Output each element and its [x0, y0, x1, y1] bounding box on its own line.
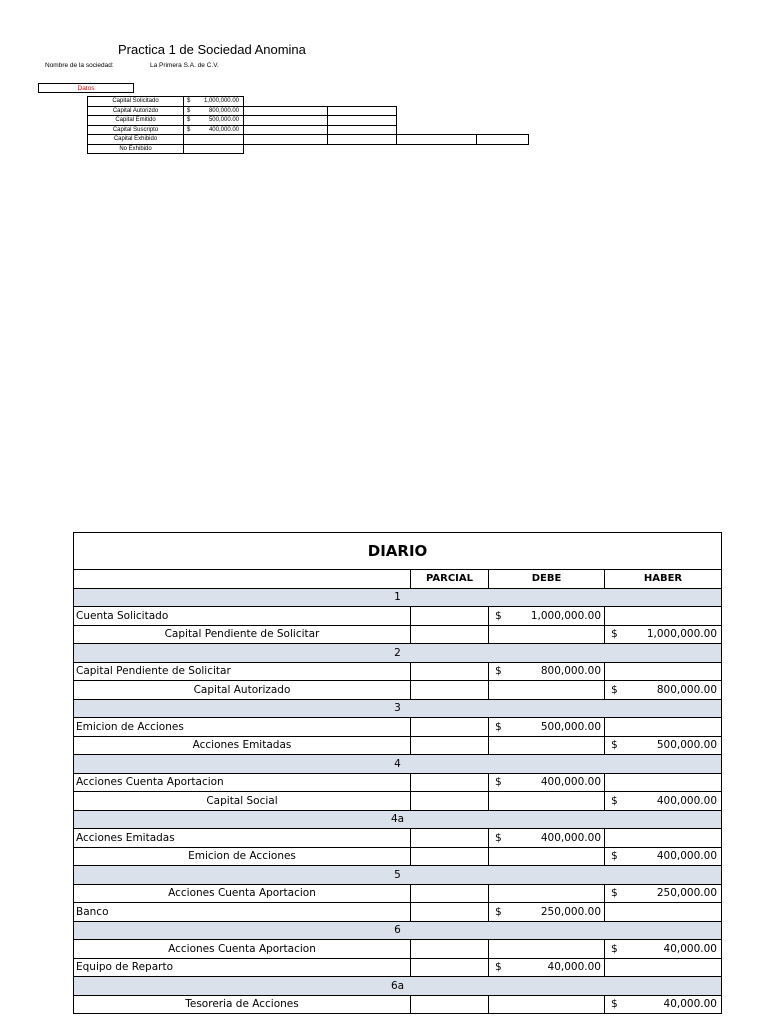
account-name: Acciones Cuenta Aportacion: [74, 940, 411, 959]
currency-symbol: $: [495, 905, 502, 918]
haber-cell: [605, 940, 722, 959]
parcial-cell: [411, 829, 489, 848]
currency-symbol: $: [611, 683, 618, 696]
account-name: Acciones Emitadas: [74, 736, 411, 755]
account-name: Capital Pendiente de Solicitar: [74, 662, 411, 681]
debe-cell: [489, 718, 605, 737]
diario-title: DIARIO: [74, 533, 722, 570]
journal-line: [74, 718, 722, 737]
haber-cell: [605, 792, 722, 811]
entry-number: 1: [74, 588, 722, 607]
account-name: Acciones Cuenta Aportacion: [74, 884, 411, 903]
haber-cell: [605, 681, 722, 700]
haber-cell: [605, 958, 722, 977]
amount-value: 1,000,000.00: [203, 98, 239, 105]
datos-amount: [184, 125, 244, 135]
parcial-cell: [411, 958, 489, 977]
currency-symbol: $: [611, 942, 618, 955]
datos-label: Capital Autorizdo: [88, 106, 184, 116]
account-name: Capital Pendiente de Solicitar: [74, 625, 411, 644]
datos-row: [88, 135, 529, 145]
journal-line: [74, 681, 722, 700]
journal-line: [74, 940, 722, 959]
journal-line: [74, 736, 722, 755]
datos-label: No Exhibido: [88, 144, 184, 154]
parcial-cell: [411, 662, 489, 681]
account-name: Banco: [74, 903, 411, 922]
haber-cell: [605, 607, 722, 626]
entry-number-row: [74, 977, 722, 996]
journal-line: [74, 829, 722, 848]
haber-cell: [605, 662, 722, 681]
parcial-cell: [411, 607, 489, 626]
debe-cell: [489, 681, 605, 700]
empty-cell: [397, 135, 477, 145]
datos-header: Datos: [38, 83, 134, 93]
datos-row: [88, 125, 529, 135]
empty-cell: [477, 135, 529, 145]
entry-number: 3: [74, 699, 722, 718]
datos-row: [88, 116, 529, 126]
entry-number: 2: [74, 644, 722, 663]
debe-cell: [489, 736, 605, 755]
datos-label: Capital Exhibido: [88, 135, 184, 145]
account-name: Equipo de Reparto: [74, 958, 411, 977]
company-name-value: La Primera S.A. de C.V.: [150, 62, 219, 69]
datos-amount: [184, 106, 244, 116]
datos-table: [87, 96, 529, 154]
journal-line: [74, 607, 722, 626]
amount-value: 1,000,000.00: [646, 628, 717, 641]
amount-value: 500,000.00: [540, 720, 601, 733]
account-name: Acciones Cuenta Aportacion: [74, 773, 411, 792]
sheet-title: Practica 1 de Sociedad Anomina: [118, 42, 306, 57]
entry-number: 5: [74, 866, 722, 885]
datos-row: [88, 97, 529, 107]
amount-value: 500,000.00: [656, 739, 717, 752]
datos-amount: [184, 97, 244, 107]
debe-cell: [489, 884, 605, 903]
empty-cell: [328, 125, 397, 135]
account-name: Cuenta Solicitado: [74, 607, 411, 626]
parcial-cell: [411, 736, 489, 755]
haber-cell: [605, 625, 722, 644]
journal-line: [74, 903, 722, 922]
amount-value: 500,000.00: [208, 117, 239, 124]
amount-value: 800,000.00: [540, 665, 601, 678]
currency-symbol: $: [611, 887, 618, 900]
company-name-label: Nombre de la sociedad:: [45, 62, 114, 69]
debe-cell: [489, 607, 605, 626]
amount-value: 800,000.00: [656, 683, 717, 696]
haber-cell: [605, 995, 722, 1014]
debe-cell: [489, 903, 605, 922]
empty-cell: [328, 135, 397, 145]
journal-line: [74, 625, 722, 644]
haber-cell: [605, 903, 722, 922]
datos-label: Capital Solicitado: [88, 97, 184, 107]
debe-cell: [489, 829, 605, 848]
currency-symbol: $: [495, 776, 502, 789]
column-header-debe: DEBE: [489, 570, 605, 589]
parcial-cell: [411, 884, 489, 903]
amount-value: 400,000.00: [656, 850, 717, 863]
entry-number-row: [74, 588, 722, 607]
parcial-cell: [411, 773, 489, 792]
currency-symbol: $: [187, 117, 191, 124]
journal-line: [74, 792, 722, 811]
account-name: Capital Autorizado: [74, 681, 411, 700]
parcial-cell: [411, 718, 489, 737]
parcial-cell: [411, 792, 489, 811]
datos-amount: [184, 116, 244, 126]
amount-value: 400,000.00: [540, 831, 601, 844]
currency-symbol: $: [187, 126, 191, 133]
parcial-cell: [411, 625, 489, 644]
haber-cell: [605, 829, 722, 848]
amount-value: 250,000.00: [540, 905, 601, 918]
account-name: Acciones Emitadas: [74, 829, 411, 848]
account-name: Tesoreria de Acciones: [74, 995, 411, 1014]
amount-value: 400,000.00: [540, 776, 601, 789]
empty-cell: [244, 116, 328, 126]
amount-value: 40,000.00: [663, 942, 717, 955]
datos-amount: [184, 135, 244, 145]
journal-line: [74, 847, 722, 866]
debe-cell: [489, 995, 605, 1014]
currency-symbol: $: [611, 794, 618, 807]
amount-value: 40,000.00: [547, 961, 601, 974]
account-name: Emicion de Acciones: [74, 718, 411, 737]
parcial-cell: [411, 940, 489, 959]
column-header-haber: HABER: [605, 570, 722, 589]
journal-line: [74, 958, 722, 977]
debe-cell: [489, 792, 605, 811]
amount-value: 250,000.00: [656, 887, 717, 900]
currency-symbol: $: [495, 665, 502, 678]
entry-number: 4a: [74, 810, 722, 829]
journal-line: [74, 995, 722, 1014]
entry-number: 4: [74, 755, 722, 774]
debe-cell: [489, 847, 605, 866]
debe-cell: [489, 662, 605, 681]
datos-amount: [184, 144, 244, 154]
haber-cell: [605, 847, 722, 866]
journal-line: [74, 662, 722, 681]
entry-number-row: [74, 921, 722, 940]
haber-cell: [605, 884, 722, 903]
currency-symbol: $: [611, 739, 618, 752]
entry-number-row: [74, 755, 722, 774]
debe-cell: [489, 940, 605, 959]
haber-cell: [605, 773, 722, 792]
entry-number-row: [74, 810, 722, 829]
currency-symbol: $: [495, 720, 502, 733]
currency-symbol: $: [611, 850, 618, 863]
amount-value: 40,000.00: [663, 998, 717, 1011]
parcial-cell: [411, 903, 489, 922]
amount-value: 400,000.00: [208, 126, 239, 133]
haber-cell: [605, 736, 722, 755]
datos-row: [88, 144, 529, 154]
empty-cell: [244, 106, 328, 116]
currency-symbol: $: [611, 998, 618, 1011]
parcial-cell: [411, 995, 489, 1014]
amount-value: 1,000,000.00: [530, 609, 601, 622]
entry-number: 6a: [74, 977, 722, 996]
journal-line: [74, 773, 722, 792]
datos-row: [88, 106, 529, 116]
datos-label: Capital Suscripto: [88, 125, 184, 135]
amount-value: 400,000.00: [656, 794, 717, 807]
parcial-cell: [411, 847, 489, 866]
account-name: Emicion de Acciones: [74, 847, 411, 866]
parcial-cell: [411, 681, 489, 700]
entry-number: 6: [74, 921, 722, 940]
datos-label: Capital Emitido: [88, 116, 184, 126]
currency-symbol: $: [495, 831, 502, 844]
debe-cell: [489, 625, 605, 644]
entry-number-row: [74, 866, 722, 885]
column-header-concept: [74, 570, 411, 589]
currency-symbol: $: [187, 98, 191, 105]
currency-symbol: $: [611, 628, 618, 641]
account-name: Capital Social: [74, 792, 411, 811]
amount-value: 800,000.00: [208, 107, 239, 114]
entry-number-row: [74, 644, 722, 663]
haber-cell: [605, 718, 722, 737]
currency-symbol: $: [495, 609, 502, 622]
column-header-parcial: PARCIAL: [411, 570, 489, 589]
journal-line: [74, 884, 722, 903]
currency-symbol: $: [187, 107, 191, 114]
debe-cell: [489, 958, 605, 977]
currency-symbol: $: [495, 961, 502, 974]
empty-cell: [328, 106, 397, 116]
diario-table: [73, 532, 722, 1014]
empty-cell: [244, 125, 328, 135]
empty-cell: [244, 135, 328, 145]
debe-cell: [489, 773, 605, 792]
entry-number-row: [74, 699, 722, 718]
empty-cell: [328, 116, 397, 126]
